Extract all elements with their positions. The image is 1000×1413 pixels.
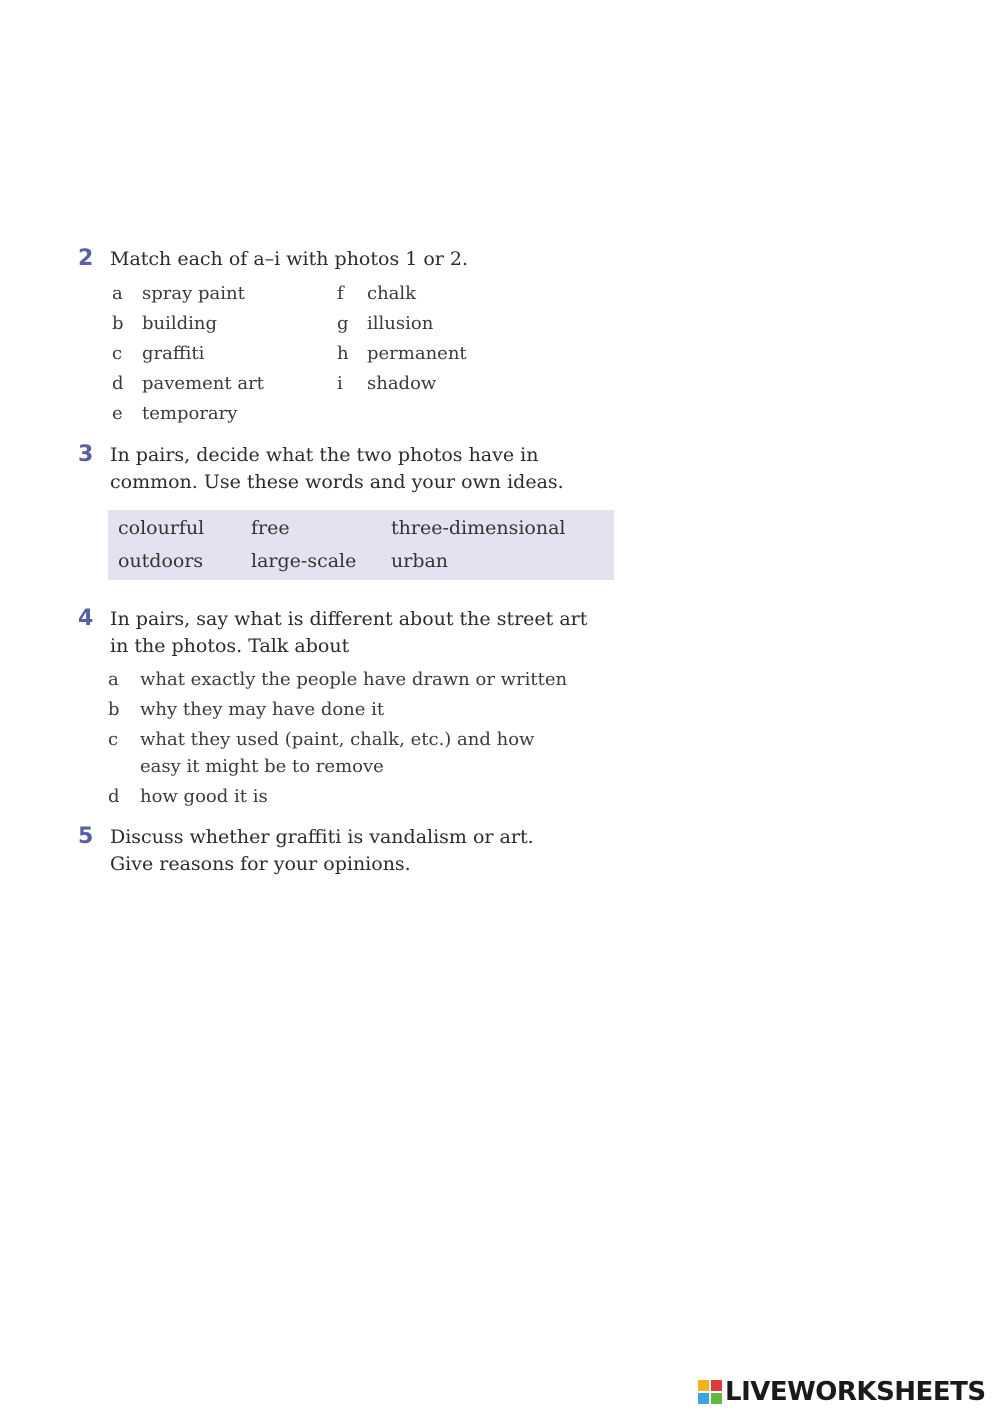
logo-square-yellow bbox=[698, 1380, 709, 1391]
exercise-instruction: Discuss whether graffiti is vandalism or art. Give reasons for your opinions. bbox=[110, 826, 534, 875]
exercise-instruction: In pairs, decide what the two photos have in common. Use these words and your own ideas. bbox=[110, 444, 564, 493]
word-box-item: three-dimensional bbox=[391, 517, 566, 539]
item-text: why they may have done it bbox=[140, 699, 385, 720]
exercise-number: 3 bbox=[78, 442, 94, 467]
list-item bbox=[108, 783, 610, 810]
list-item bbox=[112, 313, 217, 335]
item-word: building bbox=[142, 313, 218, 334]
list-item bbox=[337, 283, 416, 305]
list-item bbox=[108, 666, 610, 693]
item-letter: d bbox=[108, 786, 120, 807]
item-word: illusion bbox=[367, 313, 434, 334]
item-letter: c bbox=[108, 729, 119, 750]
word-box-item: outdoors bbox=[118, 550, 204, 572]
list-item bbox=[337, 343, 467, 365]
list-item bbox=[112, 403, 237, 425]
item-word: temporary bbox=[142, 403, 238, 424]
logo-square-green bbox=[711, 1393, 722, 1404]
item-letter: g bbox=[337, 313, 349, 334]
item-letter: f bbox=[337, 283, 344, 304]
word-box-item: large-scale bbox=[251, 550, 357, 572]
item-letter: a bbox=[108, 669, 119, 690]
item-text: what they used (paint, chalk, etc.) and how easy it might be to remove bbox=[140, 729, 535, 777]
list-item bbox=[112, 343, 204, 365]
liveworksheets-logo bbox=[698, 1378, 986, 1406]
item-letter: c bbox=[112, 343, 123, 364]
exercise-instruction: Match each of a–i with photos 1 or 2. bbox=[110, 248, 469, 270]
item-letter: b bbox=[108, 699, 120, 720]
exercise-number: 5 bbox=[78, 824, 94, 849]
item-letter: a bbox=[112, 283, 123, 304]
list-item bbox=[112, 373, 264, 395]
list-item bbox=[108, 726, 580, 780]
item-text: how good it is bbox=[140, 786, 268, 807]
logo-square-red bbox=[711, 1380, 722, 1391]
logo-square-blue bbox=[698, 1393, 709, 1404]
item-letter: d bbox=[112, 373, 124, 394]
exercise-2 bbox=[78, 246, 638, 273]
word-box-item: urban bbox=[391, 550, 449, 572]
item-letter: b bbox=[112, 313, 124, 334]
list-item bbox=[112, 283, 245, 305]
item-letter: i bbox=[337, 373, 343, 394]
item-word: spray paint bbox=[142, 283, 245, 304]
exercise-5 bbox=[78, 824, 638, 878]
exercise-instruction: In pairs, say what is different about the street art in the photos. Talk about bbox=[110, 608, 588, 657]
item-text: what exactly the people have drawn or written bbox=[140, 669, 568, 690]
exercise-3 bbox=[78, 442, 638, 496]
logo-icon bbox=[698, 1380, 722, 1404]
item-word: pavement art bbox=[142, 373, 264, 394]
logo-text: LIVEWORKSHEETS bbox=[725, 1377, 986, 1407]
list-item bbox=[337, 313, 433, 335]
word-box bbox=[108, 510, 614, 580]
exercise-number: 4 bbox=[78, 606, 94, 631]
exercise-number: 2 bbox=[78, 246, 94, 271]
word-box-item: colourful bbox=[118, 517, 205, 539]
item-word: graffiti bbox=[142, 343, 205, 364]
exercise-4 bbox=[78, 606, 638, 660]
item-word: chalk bbox=[367, 283, 417, 304]
item-letter: e bbox=[112, 403, 123, 424]
list-item bbox=[108, 696, 610, 723]
list-item bbox=[337, 373, 436, 395]
item-word: shadow bbox=[367, 373, 437, 394]
item-word: permanent bbox=[367, 343, 467, 364]
word-box-item: free bbox=[251, 517, 290, 539]
item-letter: h bbox=[337, 343, 349, 364]
